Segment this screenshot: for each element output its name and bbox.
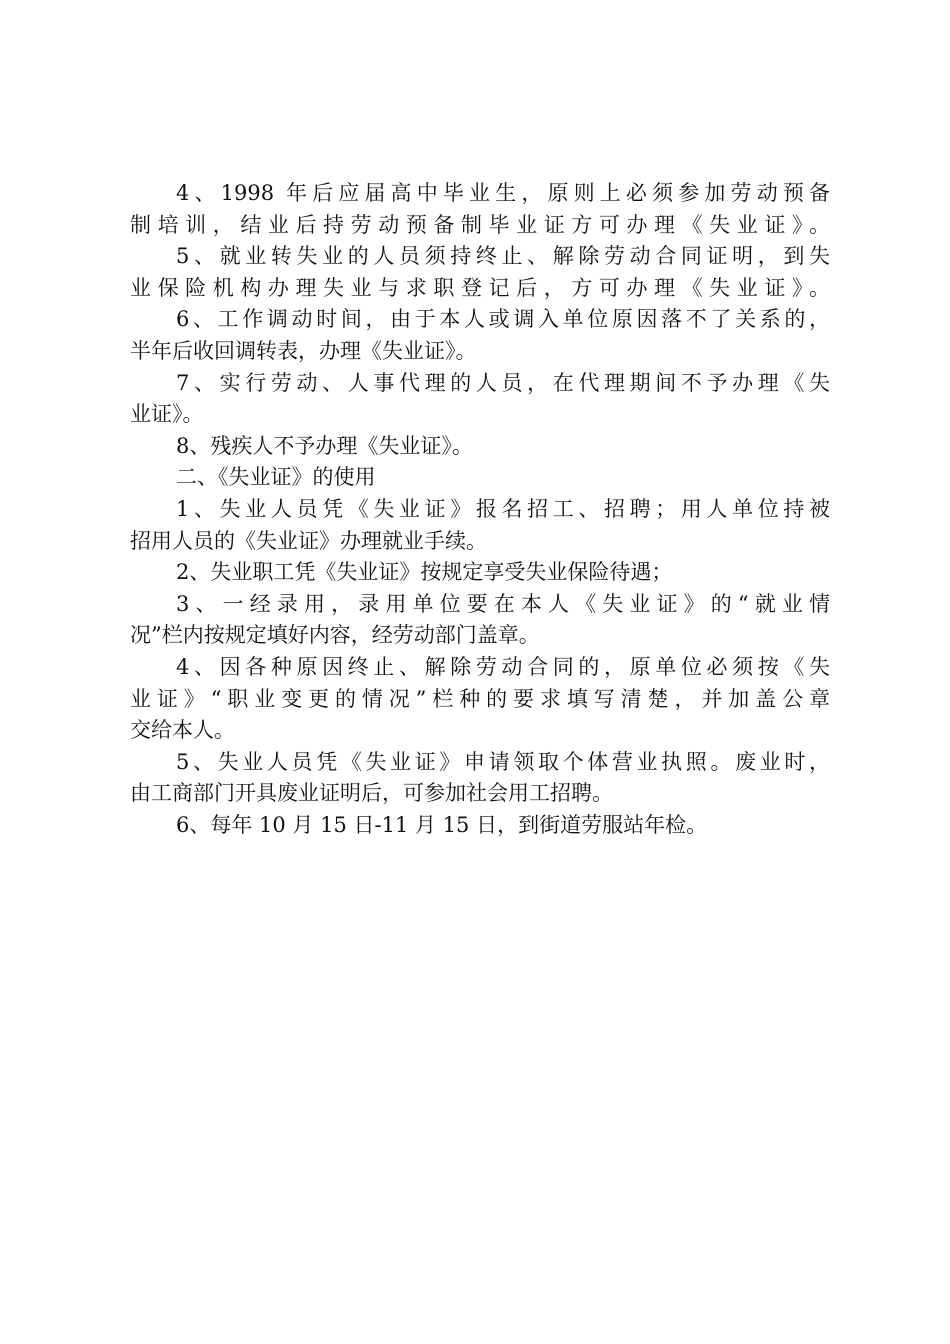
paragraph-line: 由工商部门开具废业证明后，可参加社会用工招聘。	[130, 781, 613, 806]
paragraph-line: 况”栏内按规定填好内容，经劳动部门盖章。	[130, 623, 540, 648]
paragraph-line: 招用人员的《失业证》办理就业手续。	[130, 528, 487, 553]
section-heading: 二、《失业证》的使用	[176, 465, 376, 490]
paragraph-line: 5、就业转失业的人员须持终止、解除劳动合同证明，到失	[176, 244, 830, 269]
paragraph-line: 业保险机构办理失业与求职登记后，方可办理《失业证》。	[130, 275, 830, 300]
paragraph-line: 3、一经录用，录用单位要在本人《失业证》的“就业情	[176, 591, 830, 616]
document-body	[130, 178, 830, 841]
paragraph-line: 2、失业职工凭《失业证》按规定享受失业保险待遇；	[176, 560, 673, 585]
paragraph-line: 6、每年 10 月 15 日-11 月 15 日，到街道劳服站年检。	[176, 812, 708, 837]
paragraph-line: 交给本人。	[130, 718, 235, 743]
paragraph-line: 业证》“职业变更的情况”栏种的要求填写清楚，并加盖公章	[130, 686, 830, 711]
paragraph-line: 8、残疾人不予办理《失业证》。	[176, 433, 473, 458]
paragraph-line: 7、实行劳动、人事代理的人员，在代理期间不予办理《失	[176, 370, 830, 395]
paragraph-line: 1、失业人员凭《失业证》报名招工、招聘；用人单位持被	[176, 496, 830, 521]
paragraph-line: 业证》。	[130, 402, 204, 427]
paragraph-line: 6、工作调动时间，由于本人或调入单位原因落不了关系的，	[176, 307, 830, 332]
paragraph-line: 制培训，结业后持劳动预备制毕业证方可办理《失业证》。	[130, 212, 830, 237]
paragraph-line: 4、因各种原因终止、解除劳动合同的，原单位必须按《失	[176, 654, 830, 679]
paragraph-line: 半年后收回调转表，办理《失业证》。	[130, 338, 477, 363]
paragraph-line: 4、1998 年后应届高中毕业生，原则上必须参加劳动预备	[176, 181, 830, 205]
paragraph-line: 5、失业人员凭《失业证》申请领取个体营业执照。废业时，	[176, 749, 830, 774]
